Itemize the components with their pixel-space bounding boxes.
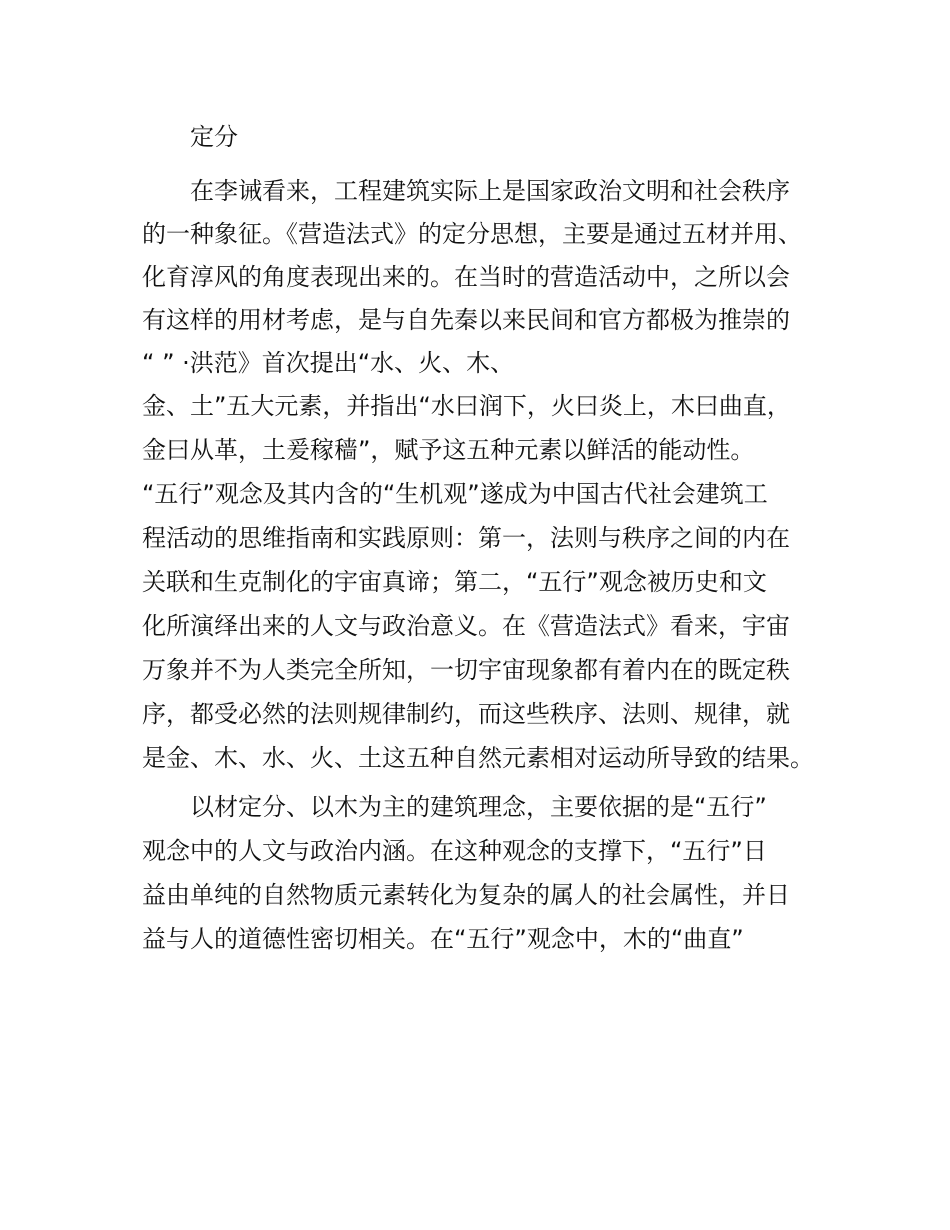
paragraph-line: “五行”观念及其内含的“生机观”遂成为中国古代社会建筑工	[142, 480, 768, 508]
paragraph-line: 万象并不为人类完全所知，一切宇宙现象都有着内在的既定秩	[142, 656, 790, 684]
paragraph-line: 程活动的思维指南和实践原则：第一，法则与秩序之间的内在	[142, 524, 790, 552]
paragraph-line: 在李诫看来，工程建筑实际上是国家政治文明和社会秩序	[190, 177, 790, 205]
paragraph-line: 益由单纯的自然物质元素转化为复杂的属人的社会属性，并日	[142, 881, 790, 909]
paragraph-line: 金曰从革，土爰稼穑”，赋予这五种元素以鲜活的能动性。	[142, 436, 755, 464]
paragraph-line: 以材定分、以木为主的建筑理念，主要依据的是“五行”	[190, 793, 767, 821]
paragraph-line: 是金、木、水、火、土这五种自然元素相对运动所导致的结果。	[142, 744, 814, 772]
paragraph-line: 化育淳风的角度表现出来的。在当时的营造活动中，之所以会	[142, 263, 790, 291]
paragraph-line: 有这样的用材考虑，是与自先秦以来民间和官方都极为推崇的	[142, 306, 790, 334]
paragraph-line: “ ” ·洪范》首次提出“水、火、木、	[142, 349, 515, 377]
section-heading: 定分	[190, 123, 238, 151]
paragraph-line: 化所演绎出来的人文与政治意义。在《营造法式》看来，宇宙	[142, 612, 790, 640]
paragraph-line: 关联和生克制化的宇宙真谛；第二，“五行”观念被历史和文	[142, 568, 767, 596]
paragraph-line: 观念中的人文与政治内涵。在这种观念的支撑下，“五行”日	[142, 837, 767, 865]
paragraph-line: 的一种象征。《营造法式》的定分思想，主要是通过五材并用、	[142, 220, 802, 248]
paragraph-line: 金、土”五大元素，并指出“水曰润下，火曰炎上，木曰曲直，	[142, 392, 791, 420]
paragraph-line: 益与人的道德性密切相关。在“五行”观念中，木的“曲直”	[142, 925, 744, 953]
paragraph-line: 序，都受必然的法则规律制约，而这些秩序、法则、规律，就	[142, 700, 790, 728]
